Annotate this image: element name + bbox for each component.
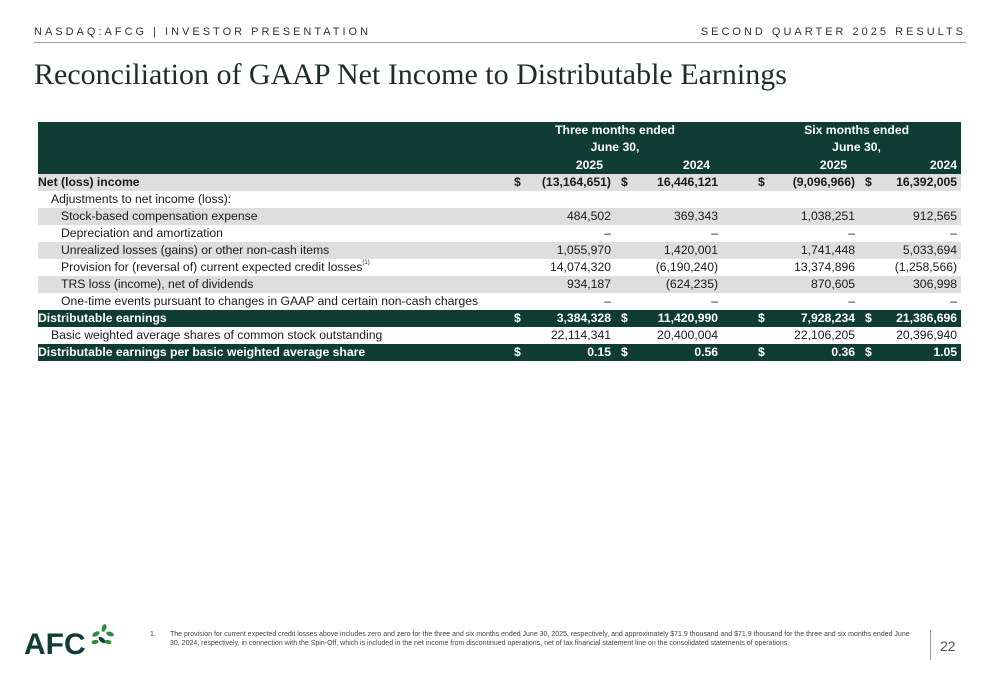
- header-blank-cell: [38, 122, 508, 139]
- value-cell: 22,114,341: [550, 328, 611, 342]
- value-cell: (13,164,651): [522, 174, 615, 191]
- gap-cell: [722, 310, 752, 327]
- table-row: [38, 208, 961, 225]
- currency-symbol: [752, 208, 766, 225]
- header-row-years: [38, 156, 961, 174]
- row-label: [38, 259, 508, 276]
- currency-symbol: $: [859, 310, 873, 327]
- value-cell: –: [950, 294, 958, 308]
- value-cell: [873, 191, 961, 208]
- year-header: 2025: [522, 156, 615, 174]
- value-cell: 16,446,121: [629, 174, 722, 191]
- year-header: 2025: [766, 156, 859, 174]
- currency-symbol: [859, 327, 873, 344]
- table-row: [38, 344, 961, 361]
- value-cell: 0.15: [522, 344, 615, 361]
- table-row: [38, 259, 961, 276]
- currency-symbol: $: [615, 310, 629, 327]
- row-label: [38, 225, 508, 242]
- row-label: [38, 310, 508, 327]
- currency-symbol: [508, 276, 522, 293]
- header-blank-cell: [752, 156, 766, 174]
- currency-symbol: [615, 276, 629, 293]
- currency-symbol: [752, 191, 766, 208]
- row-label-text: Depreciation and amortization: [61, 226, 223, 240]
- header-blank-cell: [38, 139, 508, 156]
- footnote-number: 1.: [150, 631, 156, 638]
- row-label-text: Distributable earnings per basic weighted average share: [38, 345, 366, 359]
- value-cell: –: [604, 294, 611, 308]
- gap-cell: [722, 208, 752, 225]
- value-cell: 1,741,448: [766, 242, 859, 259]
- currency-symbol: [752, 225, 766, 242]
- currency-symbol: $: [752, 174, 766, 191]
- row-label-text: One-time events pursuant to changes in GAAP and certain non-cash charges: [61, 294, 479, 308]
- value-cell: 20,396,940: [896, 328, 958, 342]
- row-label: [38, 276, 508, 293]
- value-cell: 22,106,205: [794, 328, 856, 342]
- currency-symbol: [752, 259, 766, 276]
- afc-logo: [24, 622, 120, 662]
- value-cell: 3,384,328: [522, 310, 615, 327]
- currency-symbol: [752, 276, 766, 293]
- currency-symbol: [615, 225, 629, 242]
- value-cell: –: [950, 226, 958, 240]
- row-label-text: Stock-based compensation expense: [61, 209, 258, 223]
- value-cell: –: [711, 226, 719, 240]
- currency-symbol: [752, 293, 766, 310]
- footnote: [150, 631, 920, 648]
- gap-cell: [722, 276, 752, 293]
- footnote-ref: (1): [362, 260, 370, 266]
- three-months-header: Three months ended: [508, 122, 722, 139]
- currency-symbol: $: [859, 174, 873, 191]
- row-label: [38, 242, 508, 259]
- currency-symbol: $: [615, 344, 629, 361]
- value-cell: [766, 191, 859, 208]
- row-label-text: Distributable earnings: [38, 311, 167, 325]
- gap-cell: [722, 344, 752, 361]
- currency-symbol: [752, 327, 766, 344]
- value-cell: 16,392,005: [873, 174, 961, 191]
- row-label: [38, 293, 508, 310]
- currency-symbol: [859, 208, 873, 225]
- value-cell: –: [604, 226, 611, 240]
- value-cell: 870,605: [766, 276, 859, 293]
- value-cell: 13,374,896: [794, 260, 856, 274]
- currency-symbol: [508, 208, 522, 225]
- page-title: Reconciliation of GAAP Net Income to Distributable Earnings: [34, 58, 787, 91]
- page-number-divider: [930, 630, 931, 660]
- currency-symbol: [752, 242, 766, 259]
- value-cell: –: [848, 226, 856, 240]
- row-label: [38, 191, 508, 208]
- value-cell: 369,343: [629, 208, 722, 225]
- gap-cell: [722, 327, 752, 344]
- table-row: [38, 242, 961, 259]
- table-row: [38, 225, 961, 242]
- value-cell: 5,033,694: [873, 242, 961, 259]
- value-cell: 1,038,251: [766, 208, 859, 225]
- row-label-text: TRS loss (income), net of dividends: [61, 277, 254, 291]
- gap-cell: [722, 174, 752, 191]
- gap-cell: [722, 225, 752, 242]
- header-blank-cell: [38, 156, 508, 174]
- value-cell: (1,258,566): [894, 260, 958, 274]
- currency-symbol: [615, 242, 629, 259]
- header-row-group-line2: [38, 139, 961, 156]
- row-label: [38, 344, 508, 361]
- value-cell: (6,190,240): [655, 260, 719, 274]
- value-cell: 934,187: [522, 276, 615, 293]
- year-header: 2024: [873, 156, 961, 174]
- currency-symbol: [508, 191, 522, 208]
- header-left-text: NASDAQ:AFCG | INVESTOR PRESENTATION: [34, 26, 372, 38]
- currency-symbol: $: [508, 344, 522, 361]
- currency-symbol: [615, 293, 629, 310]
- currency-symbol: [859, 242, 873, 259]
- value-cell: 306,998: [873, 276, 961, 293]
- header-blank-cell: [615, 156, 629, 174]
- row-label-text: Adjustments to net income (loss):: [51, 192, 232, 206]
- value-cell: (624,235): [629, 276, 722, 293]
- value-cell: 1.05: [873, 344, 961, 361]
- currency-symbol: $: [508, 174, 522, 191]
- header-right-text: SECOND QUARTER 2025 RESULTS: [700, 26, 966, 38]
- currency-symbol: [615, 208, 629, 225]
- value-cell: 1,055,970: [522, 242, 615, 259]
- currency-symbol: [615, 191, 629, 208]
- row-label-text: Basic weighted average shares of common stock outstanding: [51, 328, 383, 342]
- value-cell: 11,420,990: [629, 310, 722, 327]
- value-cell: –: [711, 294, 719, 308]
- value-cell: 0.36: [766, 344, 859, 361]
- six-months-period: June 30,: [752, 139, 961, 156]
- value-cell: –: [848, 294, 856, 308]
- row-label-text: Net (loss) income: [38, 175, 140, 189]
- value-cell: 21,386,696: [873, 310, 961, 327]
- value-cell: [522, 191, 615, 208]
- currency-symbol: [615, 259, 629, 276]
- currency-symbol: [508, 225, 522, 242]
- currency-symbol: $: [752, 344, 766, 361]
- header-blank-cell: [859, 156, 873, 174]
- currency-symbol: [508, 293, 522, 310]
- table-row: [38, 327, 961, 344]
- value-cell: 912,565: [873, 208, 961, 225]
- header-gap-cell: [722, 156, 752, 174]
- currency-symbol: $: [752, 310, 766, 327]
- value-cell: 484,502: [522, 208, 615, 225]
- value-cell: 20,400,004: [657, 328, 719, 342]
- gap-cell: [722, 242, 752, 259]
- currency-symbol: $: [859, 344, 873, 361]
- footnote-text: The provision for current expected credit losses above includes zero and zero for the three and six months ended June 30, 2025, respectively, and approximately $71.9 thousand and $71.9 thousand for the three and six months ended June 30, 2024, respectively, in connection with the Spin-Off, which is included in the net income from discontinued operations, net of tax financial statement line on the consolidated statements of operations.: [170, 631, 910, 647]
- row-label-text: Unrealized losses (gains) or other non-cash items: [61, 243, 330, 257]
- year-header: 2024: [629, 156, 722, 174]
- top-header-bar: [34, 24, 966, 43]
- reconciliation-table: [38, 122, 961, 361]
- gap-cell: [722, 191, 752, 208]
- currency-symbol: [615, 327, 629, 344]
- currency-symbol: [859, 259, 873, 276]
- table-row: [38, 276, 961, 293]
- table-row: [38, 191, 961, 208]
- value-cell: 1,420,001: [629, 242, 722, 259]
- gap-cell: [722, 259, 752, 276]
- row-label: [38, 208, 508, 225]
- leaf-icon: [82, 622, 122, 662]
- currency-symbol: $: [615, 174, 629, 191]
- value-cell: [629, 191, 722, 208]
- currency-symbol: [508, 259, 522, 276]
- row-label: [38, 327, 508, 344]
- logo-text: AFC: [24, 628, 86, 661]
- header-gap-cell: [722, 139, 752, 156]
- currency-symbol: $: [508, 310, 522, 327]
- currency-symbol: [508, 327, 522, 344]
- row-label: [38, 174, 508, 191]
- value-cell: (9,096,966): [766, 174, 859, 191]
- header-blank-cell: [508, 156, 522, 174]
- value-cell: 7,928,234: [766, 310, 859, 327]
- table-row: [38, 293, 961, 310]
- table-row: [38, 310, 961, 327]
- value-cell: 0.56: [629, 344, 722, 361]
- table-row: [38, 174, 961, 191]
- currency-symbol: [859, 276, 873, 293]
- row-label-text: Provision for (reversal of) current expected credit losses: [61, 260, 363, 274]
- header-row-group-line1: [38, 122, 961, 139]
- six-months-header: Six months ended: [752, 122, 961, 139]
- currency-symbol: [859, 225, 873, 242]
- three-months-period: June 30,: [508, 139, 722, 156]
- header-gap-cell: [722, 122, 752, 139]
- currency-symbol: [859, 293, 873, 310]
- currency-symbol: [859, 191, 873, 208]
- currency-symbol: [508, 242, 522, 259]
- value-cell: 14,074,320: [550, 260, 611, 274]
- page-number: 22: [940, 638, 956, 654]
- gap-cell: [722, 293, 752, 310]
